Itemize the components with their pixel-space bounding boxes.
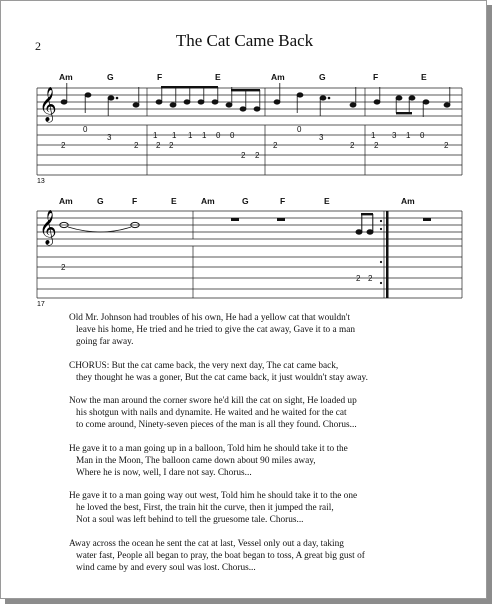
lyrics-stanza — [69, 538, 469, 574]
lyric-line: going far away. — [76, 337, 134, 347]
lyric-line: He gave it to a man going up in a balloon, Told him he should take it to the — [69, 443, 348, 454]
chord-label: Am — [59, 196, 73, 206]
double-barline — [386, 211, 389, 298]
lyric-line: Man in the Moon, The balloon came down about 90 miles away, — [76, 455, 316, 466]
tab-numbers-system-2 — [61, 263, 373, 283]
tab-number: 0 — [420, 131, 425, 140]
chord-label: G — [107, 72, 114, 82]
lyrics-stanza — [69, 443, 469, 479]
tab-number: 3 — [319, 133, 324, 142]
tab-number: 3 — [392, 131, 397, 140]
tab-number: 2 — [444, 141, 449, 150]
lyric-line: wind came by and every soul was lost. Chorus... — [76, 562, 256, 573]
chord-label: G — [97, 196, 104, 206]
notes-system-2 — [60, 214, 373, 234]
measure-number: 13 — [37, 178, 45, 185]
tab-number: 2 — [374, 141, 379, 150]
music-notation — [1, 1, 488, 308]
tab-number: 2 — [241, 151, 246, 160]
tab-number: 0 — [83, 125, 88, 134]
lyric-line: Where he is now, well, I dare not say. Chorus... — [76, 467, 252, 478]
chord-label: E — [215, 72, 221, 82]
tab-number: 2 — [156, 141, 161, 150]
tab-number: 3 — [107, 133, 112, 142]
tab-number: 2 — [169, 141, 174, 150]
measure-number: 17 — [37, 301, 45, 308]
tab-number: 1 — [406, 131, 411, 140]
chord-label: F — [132, 196, 138, 206]
tab-number: 2 — [134, 141, 139, 150]
lyric-line: to come around, Ninety-seven pieces of the man is all they found. Chorus... — [76, 420, 357, 430]
lyric-line: CHORUS: But the cat came back, the very next day, The cat came back, — [69, 360, 339, 371]
tab-number: 1 — [172, 131, 177, 140]
treble-clef-icon: 𝄞 — [39, 87, 57, 122]
lyric-line: water fast, People all began to pray, the boat began to toss, A great big gust of — [76, 550, 365, 561]
tab-number: 1 — [202, 131, 207, 140]
lyrics — [69, 312, 469, 585]
chord-names-system-1 — [59, 72, 427, 82]
chord-names-system-2 — [59, 196, 415, 206]
staff-system-2 — [37, 211, 462, 298]
lyrics-stanza — [69, 312, 469, 348]
staff-system-1 — [37, 88, 462, 175]
lyric-line: Now the man around the corner swore he'd kill the cat on sight, He loaded up — [69, 396, 357, 406]
chord-label: Am — [201, 196, 215, 206]
tab-number: 0 — [297, 125, 302, 134]
lyrics-stanza — [69, 360, 469, 384]
treble-clef-icon: 𝄞 — [39, 210, 57, 245]
tab-number: 0 — [216, 131, 221, 140]
lyric-line: leave his home, He tried and he tried to give the cat away, Gave it to a man — [76, 325, 355, 335]
chord-label: Am — [401, 196, 415, 206]
chord-label: E — [421, 72, 427, 82]
chord-label: F — [280, 196, 286, 206]
chord-label: Am — [271, 72, 285, 82]
lyric-line: he loved the best, First, the train hit the curve, then it jumped the rail, — [76, 503, 334, 513]
tab-number: 0 — [230, 131, 235, 140]
song-title: The Cat Came Back — [175, 31, 314, 50]
tab-number: 1 — [153, 131, 158, 140]
repeat-dots — [380, 220, 382, 284]
tab-number: 1 — [371, 131, 376, 140]
rests-system-2 — [231, 218, 431, 221]
tab-number: 2 — [61, 141, 66, 150]
tab-number: 2 — [255, 151, 260, 160]
tab-number: 2 — [350, 141, 355, 150]
lyric-line: He gave it to a man going way out west, Told him he should take it to the one — [69, 491, 358, 501]
tab-number: 2 — [61, 263, 66, 272]
tab-number: 2 — [368, 274, 373, 283]
lyric-line: his shotgun with nails and dynamite. He waited and he waited for the cat — [76, 408, 347, 418]
lyric-line: Away across the ocean he sent the cat at last, Vessel only out a day, taking — [69, 538, 344, 549]
beam — [361, 213, 373, 215]
tab-number: 2 — [356, 274, 361, 283]
chord-label: F — [157, 72, 163, 82]
chord-label: F — [373, 72, 379, 82]
lyric-line: they thought he was a goner, But the cat came back, it just wouldn't stay away. — [76, 372, 368, 383]
tab-number: 2 — [273, 141, 278, 150]
page-number: 2 — [35, 39, 41, 53]
lyric-line: Old Mr. Johnson had troubles of his own, He had a yellow cat that wouldn't — [69, 313, 351, 323]
tab-number: 1 — [188, 131, 193, 140]
lyrics-stanza — [69, 395, 469, 431]
chord-label: Am — [59, 72, 73, 82]
chord-label: E — [171, 196, 177, 206]
lyrics-stanza — [69, 490, 469, 526]
chord-label: G — [242, 196, 249, 206]
chord-label: G — [319, 72, 326, 82]
lyric-line: Not a soul was left behind to tell the gruesome tale. Chorus... — [76, 515, 304, 525]
chord-label: E — [324, 196, 330, 206]
